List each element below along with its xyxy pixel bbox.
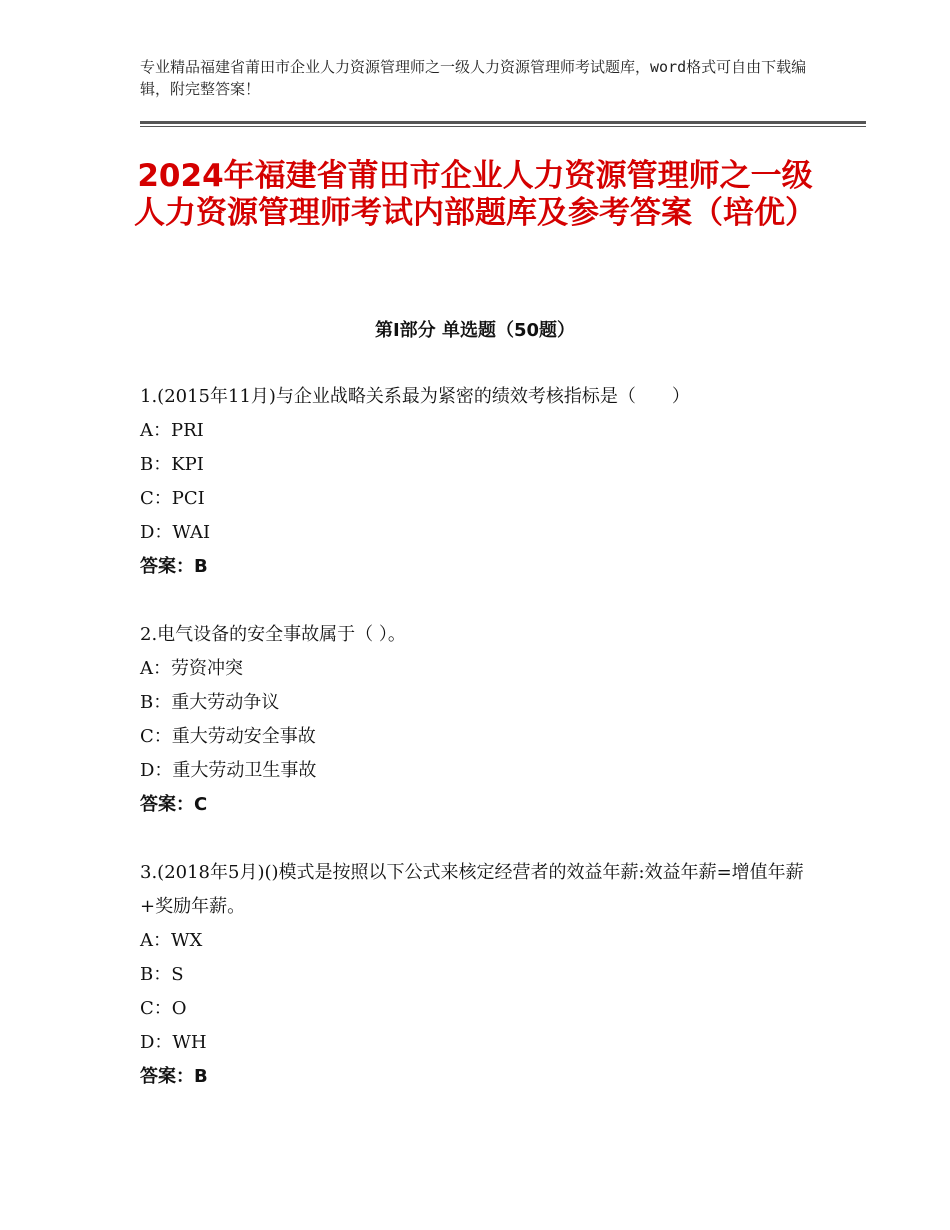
question-stem: 3.(2018年5月)()模式是按照以下公式来核定经营者的效益年薪:效益年薪=增值年薪+奖励年薪。 bbox=[140, 862, 804, 917]
header-note: 专业精品福建省莆田市企业人力资源管理师之一级人力资源管理师考试题库，word格式可自由下载编辑，附完整答案！ bbox=[140, 58, 807, 98]
header-rule-thick bbox=[140, 121, 866, 124]
option-a: A：WX bbox=[140, 930, 203, 951]
option-c: C：O bbox=[140, 998, 187, 1019]
question-stem: 2.电气设备的安全事故属于（ ）。 bbox=[140, 624, 406, 645]
option-a: A：PRI bbox=[140, 420, 204, 441]
question-2 bbox=[140, 618, 820, 822]
option-c: C：重大劳动安全事故 bbox=[140, 726, 316, 747]
option-d: D：WAI bbox=[140, 522, 211, 543]
option-b: B：重大劳动争议 bbox=[140, 692, 280, 713]
answer: 答案：C bbox=[140, 794, 208, 815]
question-1 bbox=[140, 380, 820, 584]
answer: 答案：B bbox=[140, 556, 208, 577]
document-title: 2024年福建省莆田市企业人力资源管理师之一级人力资源管理师考试内部题库及参考答案（培优） bbox=[134, 158, 816, 231]
option-d: D：重大劳动卫生事故 bbox=[140, 760, 317, 781]
option-b: B：KPI bbox=[140, 454, 204, 475]
header-rule-thin bbox=[140, 126, 866, 127]
option-a: A：劳资冲突 bbox=[140, 658, 243, 679]
option-d: D：WH bbox=[140, 1032, 207, 1053]
option-c: C：PCI bbox=[140, 488, 205, 509]
question-3 bbox=[140, 856, 820, 1094]
answer: 答案：B bbox=[140, 1066, 208, 1087]
question-stem: 1.(2015年11月)与企业战略关系最为紧密的绩效考核指标是（ ） bbox=[140, 386, 690, 407]
section-heading: 第Ⅰ部分 单选题（50题） bbox=[374, 320, 575, 341]
option-b: B：S bbox=[140, 964, 184, 985]
